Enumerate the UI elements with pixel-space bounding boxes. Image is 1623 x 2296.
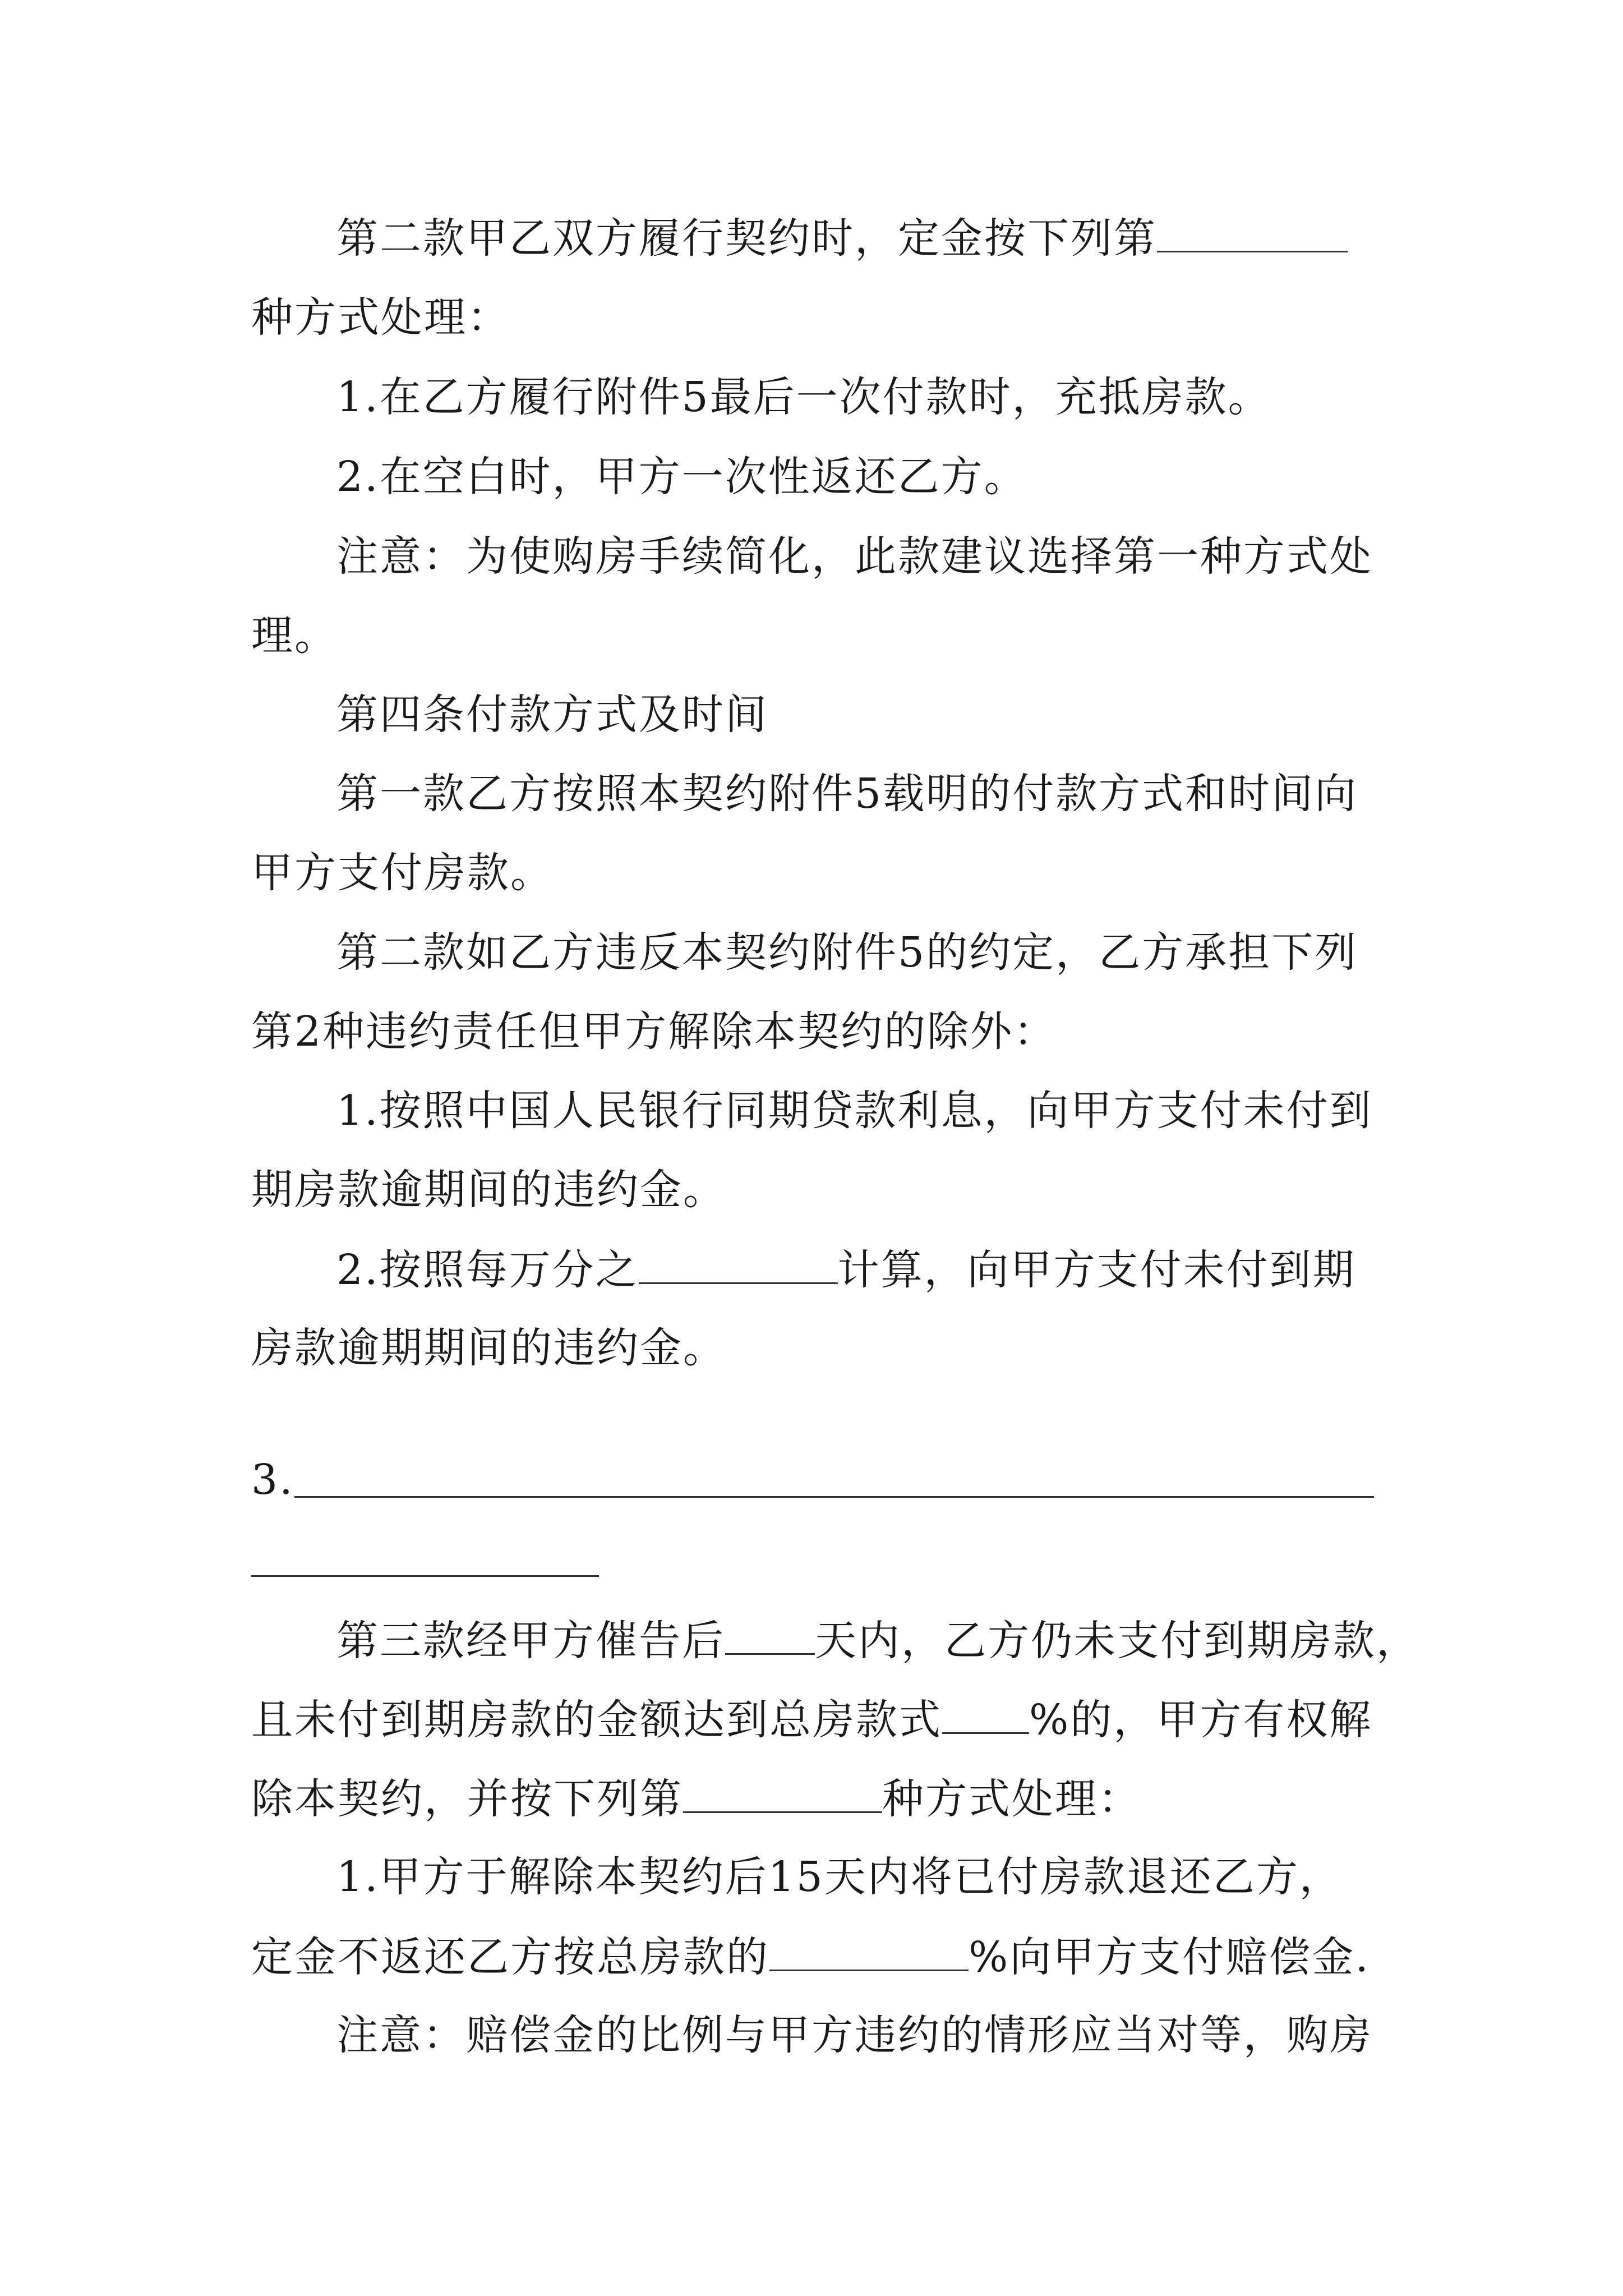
text: 定金不返还乙方按总房款的 (251, 1933, 769, 1981)
breach-option-2-line-1 (336, 1242, 1356, 1297)
breach-option-1-line-2: 期房款逾期间的违约金。 (251, 1166, 726, 1214)
fill-line (294, 1496, 1374, 1498)
clause-1-line-2: 甲方支付房款。 (251, 849, 554, 897)
text: 2.按照每万分之 (336, 1246, 639, 1294)
termination-option-1-line-1: 1.甲方于解除本契约后15天内将已付房款退还乙方， (336, 1853, 1343, 1901)
clause-3-line-3 (251, 1771, 1141, 1826)
text: 种方式处理： (882, 1775, 1141, 1823)
fill-blank (725, 1613, 815, 1655)
termination-option-1-line-2 (251, 1929, 1370, 1984)
breach-option-3-number: 3. (251, 1456, 294, 1504)
note-1-line-2: 理。 (251, 611, 338, 660)
text: 第二款甲乙双方履行契约时，定金按下列第 (336, 214, 1157, 263)
clause-2-breach-line-2: 第2种违约责任但甲方解除本契约的除外： (251, 1007, 1057, 1056)
fill-blank (942, 1692, 1029, 1734)
option-2-refund: 2.在空白时，甲方一次性返还乙方。 (336, 453, 1027, 501)
breach-option-1-line-1: 1.按照中国人民银行同期贷款利息，向甲方支付未付到 (336, 1087, 1373, 1135)
fill-blank (1157, 210, 1348, 252)
note-1-line-1: 注意：为使购房手续简化，此款建议选择第一种方式处 (336, 532, 1373, 581)
clause-2-deposit-line-2: 种方式处理： (251, 293, 510, 342)
note-2-line-1: 注意：赔偿金的比例与甲方违约的情形应当对等，购房 (336, 2011, 1373, 2059)
clause-2-breach-line-1: 第二款如乙方违反本契约附件5的约定，乙方承担下列 (336, 928, 1358, 977)
text: 第三款经甲方催告后 (336, 1617, 725, 1665)
text: 计算，向甲方支付未付到期 (837, 1246, 1356, 1294)
text: 天内，乙方仍未支付到期房款， (815, 1617, 1419, 1665)
article-4-heading: 第四条付款方式及时间 (336, 691, 768, 739)
clause-2-deposit-line-1 (336, 210, 1348, 265)
option-1-offset: 1.在乙方履行附件5最后一次付款时，充抵房款。 (336, 373, 1271, 421)
text: 且未付到期房款的金额达到总房款式 (251, 1696, 942, 1744)
clause-1-line-1: 第一款乙方按照本契约附件5载明的付款方式和时间向 (336, 770, 1358, 818)
text: %向甲方支付赔偿金. (969, 1933, 1370, 1981)
fill-blank (769, 1929, 969, 1971)
clause-3-line-2 (251, 1692, 1372, 1747)
breach-option-2-line-2: 房款逾期期间的违约金。 (251, 1324, 726, 1372)
clause-3-line-1 (336, 1613, 1419, 1668)
fill-blank (683, 1771, 882, 1813)
fill-blank (639, 1242, 838, 1284)
text: %的，甲方有权解 (1029, 1696, 1373, 1744)
text: 除本契约，并按下列第 (251, 1775, 683, 1823)
fill-line (251, 1575, 599, 1577)
